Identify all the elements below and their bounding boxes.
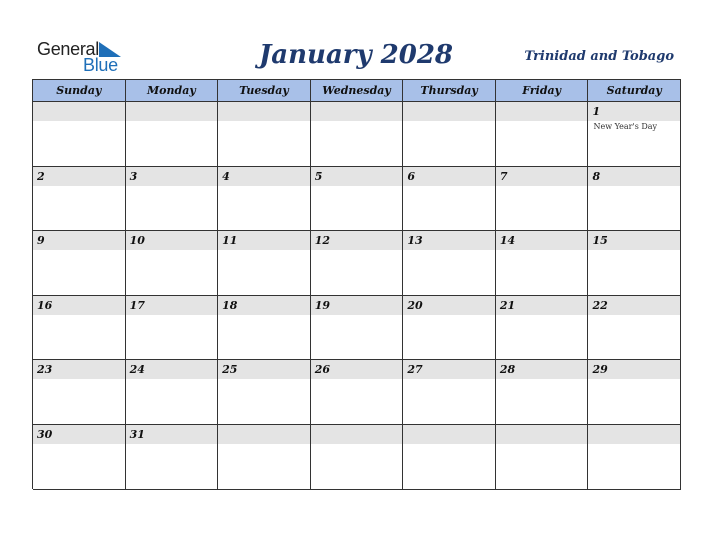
day-number: 9 bbox=[37, 234, 45, 248]
day-cell[interactable] bbox=[588, 360, 681, 425]
day-cell[interactable] bbox=[126, 102, 219, 167]
day-cell[interactable] bbox=[311, 296, 404, 361]
day-cell[interactable] bbox=[403, 425, 496, 490]
day-number: 1 bbox=[592, 105, 601, 118]
day-cell-header bbox=[126, 296, 218, 315]
day-cell[interactable] bbox=[218, 296, 311, 361]
day-cell-header bbox=[218, 296, 310, 315]
day-cell-header bbox=[588, 102, 680, 121]
day-number: 29 bbox=[592, 363, 608, 377]
logo-text-blue: Blue bbox=[83, 55, 118, 75]
day-number: 11 bbox=[222, 234, 238, 248]
day-number: 8 bbox=[592, 169, 601, 183]
day-cell[interactable] bbox=[218, 167, 311, 232]
weekday-tuesday: Tuesday bbox=[218, 80, 311, 102]
week-row bbox=[33, 425, 681, 490]
day-number: 23 bbox=[37, 363, 53, 377]
day-cell[interactable] bbox=[588, 425, 681, 490]
day-cell[interactable] bbox=[403, 231, 496, 296]
day-cell[interactable] bbox=[496, 425, 589, 490]
day-number: 18 bbox=[222, 298, 238, 312]
day-cell-header bbox=[126, 102, 218, 121]
week-row bbox=[33, 167, 681, 232]
day-cell[interactable] bbox=[33, 167, 126, 232]
day-cell[interactable] bbox=[311, 231, 404, 296]
day-number: 30 bbox=[37, 427, 53, 441]
day-number: 14 bbox=[499, 234, 516, 248]
day-number: 27 bbox=[407, 363, 423, 377]
day-number: 5 bbox=[314, 169, 323, 183]
day-cell[interactable] bbox=[496, 167, 589, 232]
week-row bbox=[33, 360, 681, 425]
day-cell[interactable] bbox=[218, 425, 311, 490]
day-number: 6 bbox=[407, 169, 415, 183]
day-cell-header bbox=[496, 360, 588, 379]
day-cell-header bbox=[588, 425, 680, 444]
day-number: 26 bbox=[314, 363, 331, 377]
day-number: 19 bbox=[314, 298, 331, 312]
day-number: 22 bbox=[592, 298, 608, 312]
day-cell-header bbox=[126, 167, 218, 186]
day-cell[interactable] bbox=[496, 296, 589, 361]
day-cell[interactable] bbox=[126, 425, 219, 490]
day-cell-header bbox=[588, 231, 680, 250]
weekday-sunday: Sunday bbox=[33, 80, 126, 102]
day-cell-header bbox=[588, 167, 680, 186]
day-number: 15 bbox=[592, 234, 608, 248]
day-cell-header bbox=[496, 167, 588, 186]
weekday-monday: Monday bbox=[126, 80, 219, 102]
day-number: 16 bbox=[37, 298, 53, 312]
day-cell-header bbox=[311, 425, 403, 444]
day-cell-header bbox=[33, 102, 125, 121]
day-cell-header bbox=[496, 102, 588, 121]
day-cell[interactable] bbox=[403, 167, 496, 232]
day-cell-header bbox=[218, 167, 310, 186]
day-cell-header bbox=[218, 425, 310, 444]
day-cell[interactable] bbox=[403, 296, 496, 361]
day-cell[interactable] bbox=[33, 425, 126, 490]
week-row bbox=[33, 296, 681, 361]
day-cell-header bbox=[311, 167, 403, 186]
week-row bbox=[33, 231, 681, 296]
day-cell[interactable] bbox=[311, 167, 404, 232]
day-cell-header bbox=[496, 231, 588, 250]
day-cell[interactable] bbox=[496, 231, 589, 296]
day-cell[interactable] bbox=[33, 296, 126, 361]
day-cell[interactable] bbox=[496, 102, 589, 167]
day-cell[interactable] bbox=[33, 231, 126, 296]
day-cell[interactable] bbox=[218, 360, 311, 425]
day-cell-header bbox=[311, 296, 403, 315]
day-cell-header bbox=[126, 425, 218, 444]
day-number: 13 bbox=[407, 234, 423, 248]
day-cell-header bbox=[403, 360, 495, 379]
day-cell[interactable] bbox=[588, 231, 681, 296]
day-cell[interactable] bbox=[588, 167, 681, 232]
weekday-wednesday: Wednesday bbox=[311, 80, 404, 102]
day-cell[interactable] bbox=[218, 102, 311, 167]
day-number: 24 bbox=[129, 363, 145, 377]
day-number: 10 bbox=[129, 234, 145, 248]
day-cell-header bbox=[403, 167, 495, 186]
day-cell[interactable] bbox=[311, 425, 404, 490]
day-number: 21 bbox=[499, 298, 516, 312]
day-cell-header bbox=[218, 102, 310, 121]
day-cell-header bbox=[126, 360, 218, 379]
day-cell-header bbox=[311, 231, 403, 250]
day-cell-header bbox=[311, 360, 403, 379]
day-cell-header bbox=[403, 296, 495, 315]
weeks-container bbox=[33, 102, 681, 490]
day-cell-header bbox=[33, 231, 125, 250]
day-number: 2 bbox=[37, 169, 45, 183]
day-cell-header bbox=[33, 360, 125, 379]
day-cell-header bbox=[126, 231, 218, 250]
day-cell-header bbox=[218, 231, 310, 250]
day-cell[interactable] bbox=[403, 102, 496, 167]
day-cell-header bbox=[588, 296, 680, 315]
day-cell[interactable] bbox=[126, 296, 219, 361]
day-cell[interactable] bbox=[311, 102, 404, 167]
day-cell-header bbox=[218, 360, 310, 379]
weekday-friday: Friday bbox=[496, 80, 589, 102]
day-number: 20 bbox=[407, 298, 423, 312]
day-cell-header bbox=[496, 296, 588, 315]
day-cell-header bbox=[496, 425, 588, 444]
day-cell[interactable] bbox=[588, 296, 681, 361]
day-cell-header bbox=[588, 360, 680, 379]
weekday-thursday: Thursday bbox=[403, 80, 496, 102]
holiday-label: New Year's Day bbox=[593, 122, 658, 131]
day-cell[interactable] bbox=[33, 360, 126, 425]
calendar-title: January 2028 bbox=[258, 40, 454, 70]
week-row bbox=[33, 102, 681, 167]
day-cell[interactable] bbox=[403, 360, 496, 425]
day-number: 7 bbox=[499, 169, 508, 183]
day-cell[interactable] bbox=[126, 231, 219, 296]
day-cell-header bbox=[33, 425, 125, 444]
day-number: 28 bbox=[499, 363, 516, 377]
day-cell-header bbox=[403, 231, 495, 250]
day-cell[interactable] bbox=[33, 102, 126, 167]
day-cell[interactable] bbox=[311, 360, 404, 425]
logo-text-general: General bbox=[37, 39, 99, 59]
day-cell-header bbox=[33, 167, 125, 186]
weekday-header-row bbox=[33, 80, 681, 102]
day-cell-header bbox=[33, 296, 125, 315]
day-number: 3 bbox=[129, 169, 138, 183]
calendar-grid bbox=[32, 79, 681, 489]
day-number: 25 bbox=[222, 363, 238, 377]
day-number: 17 bbox=[129, 298, 145, 312]
day-number: 4 bbox=[222, 169, 230, 183]
day-cell[interactable] bbox=[218, 231, 311, 296]
day-number: 31 bbox=[129, 427, 145, 441]
day-cell[interactable] bbox=[496, 360, 589, 425]
day-cell[interactable] bbox=[126, 167, 219, 232]
day-cell-header bbox=[403, 102, 495, 121]
day-cell[interactable] bbox=[588, 102, 681, 167]
weekday-saturday: Saturday bbox=[588, 80, 681, 102]
country-label: Trinidad and Tobago bbox=[524, 49, 674, 64]
day-cell-header bbox=[311, 102, 403, 121]
day-number: 12 bbox=[314, 234, 331, 248]
day-cell[interactable] bbox=[126, 360, 219, 425]
day-cell-header bbox=[403, 425, 495, 444]
